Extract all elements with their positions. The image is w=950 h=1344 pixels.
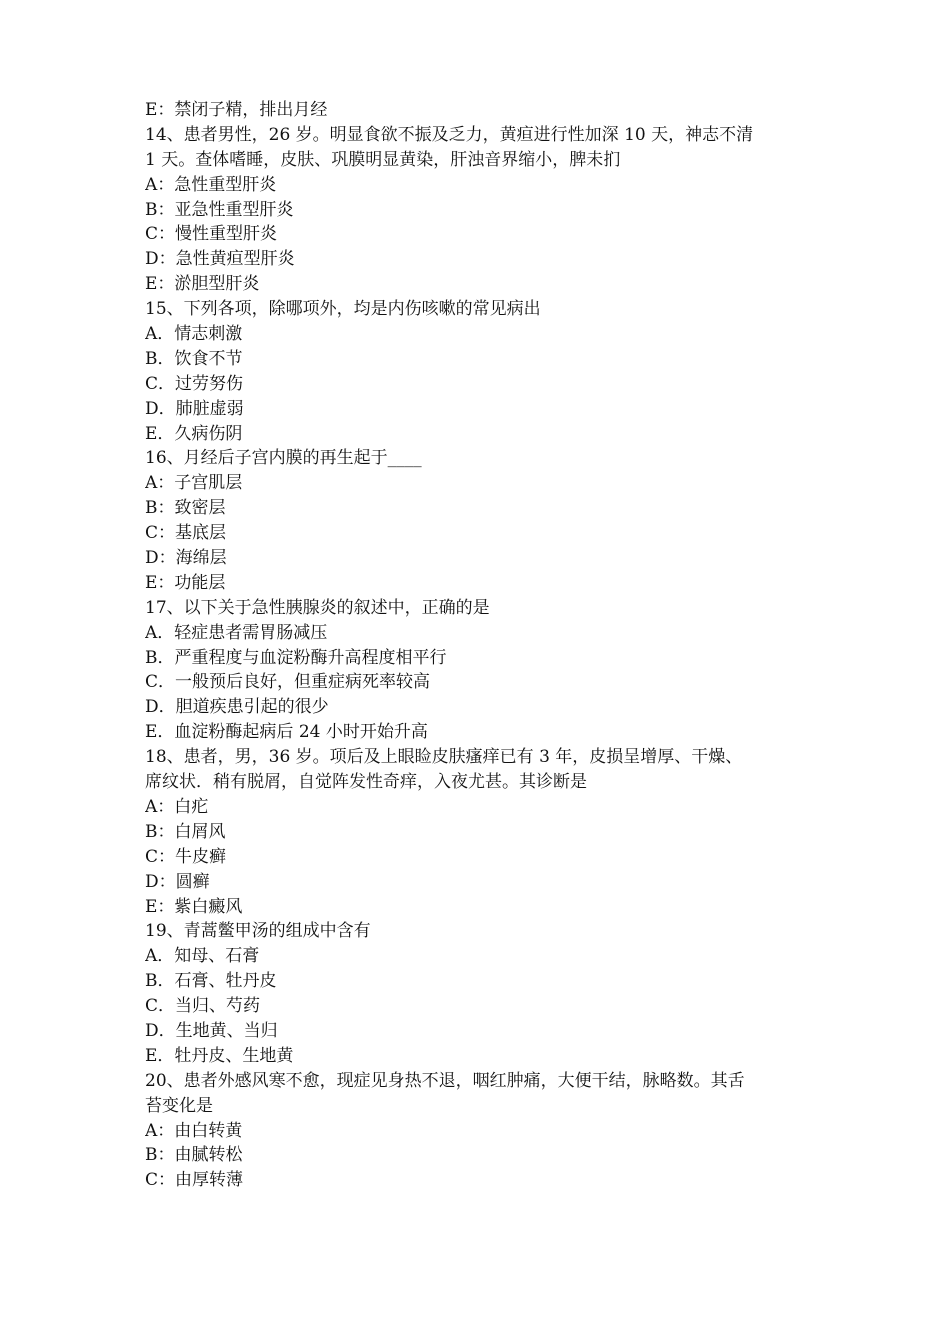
text-line: C．一般预后良好，但重症病死率较高 <box>145 672 431 693</box>
text-line: E．血淀粉酶起病后 24 小时开始升高 <box>145 722 428 743</box>
text-line: A：由白转黄 <box>145 1120 243 1141</box>
text-line: C：由厚转薄 <box>145 1170 244 1191</box>
text-line: E．牡丹皮、生地黄 <box>145 1045 294 1066</box>
text-line: B：亚急性重型肝炎 <box>145 199 294 220</box>
text-line: 14、患者男性，26 岁。明显食欲不振及乏力，黄疸进行性加深 10 天，神志不清 <box>145 124 754 145</box>
text-line: A．轻症患者需胃肠减压 <box>145 622 328 643</box>
text-line: A．情志刺激 <box>145 324 243 345</box>
text-line: D．肺脏虚弱 <box>145 398 244 419</box>
text-line: B：白屑风 <box>145 821 226 842</box>
text-line: D．胆道疾患引起的很少 <box>145 697 329 718</box>
text-line: E：功能层 <box>145 572 226 593</box>
text-line: B．严重程度与血淀粉酶升高程度相平行 <box>145 647 447 668</box>
text-line: 席纹状．稍有脱屑，自觉阵发性奇痒，入夜尤甚。其诊断是 <box>145 772 587 793</box>
text-line: 16、月经后子宫内膜的再生起于____ <box>145 448 422 469</box>
text-line: 19、青蒿鳖甲汤的组成中含有 <box>145 921 371 942</box>
text-line: C：基底层 <box>145 523 227 544</box>
text-line: A．知母、石膏 <box>145 946 260 967</box>
text-line: A：子宫肌层 <box>145 473 243 494</box>
text-line: 18、患者，男，36 岁。项后及上眼睑皮肤瘙痒已有 3 年，皮损呈增厚、干燥、 <box>145 747 743 768</box>
document-body <box>145 98 815 1193</box>
text-line: E．久病伤阴 <box>145 423 243 444</box>
text-line: E：淤胆型肝炎 <box>145 274 260 295</box>
text-line: C．过劳努伤 <box>145 373 244 394</box>
text-line: D．生地黄、当归 <box>145 1020 278 1041</box>
text-line: E：紫白癜风 <box>145 896 243 917</box>
text-line: B．饮食不节 <box>145 348 243 369</box>
text-line: D：圆癣 <box>145 871 210 892</box>
text-line: A：白疕 <box>145 796 209 817</box>
text-line: B：致密层 <box>145 498 226 519</box>
text-line: C：慢性重型肝炎 <box>145 224 278 245</box>
text-line: C：牛皮癣 <box>145 846 227 867</box>
text-line: B．石膏、牡丹皮 <box>145 971 277 992</box>
text-line: 20、患者外感风寒不愈，现症见身热不退，咽红肿痛，大便干结，脉略数。其舌 <box>145 1070 745 1091</box>
text-line: 17、以下关于急性胰腺炎的叙述中，正确的是 <box>145 597 490 618</box>
text-line: 15、下列各项，除哪项外，均是内伤咳嗽的常见病出 <box>145 299 541 320</box>
text-line: D：海绵层 <box>145 548 227 569</box>
text-line: 苔变化是 <box>145 1095 213 1116</box>
text-line: A：急性重型肝炎 <box>145 174 277 195</box>
text-line: B：由腻转松 <box>145 1145 243 1166</box>
text-line: C．当归、芍药 <box>145 996 261 1017</box>
text-line: D：急性黄疸型肝炎 <box>145 249 295 270</box>
text-line: 1 天。查体嗜睡，皮肤、巩膜明显黄染，肝浊音界缩小，脾未扪 <box>145 149 621 170</box>
text-line: E：禁闭子精，排出月经 <box>145 100 328 120</box>
